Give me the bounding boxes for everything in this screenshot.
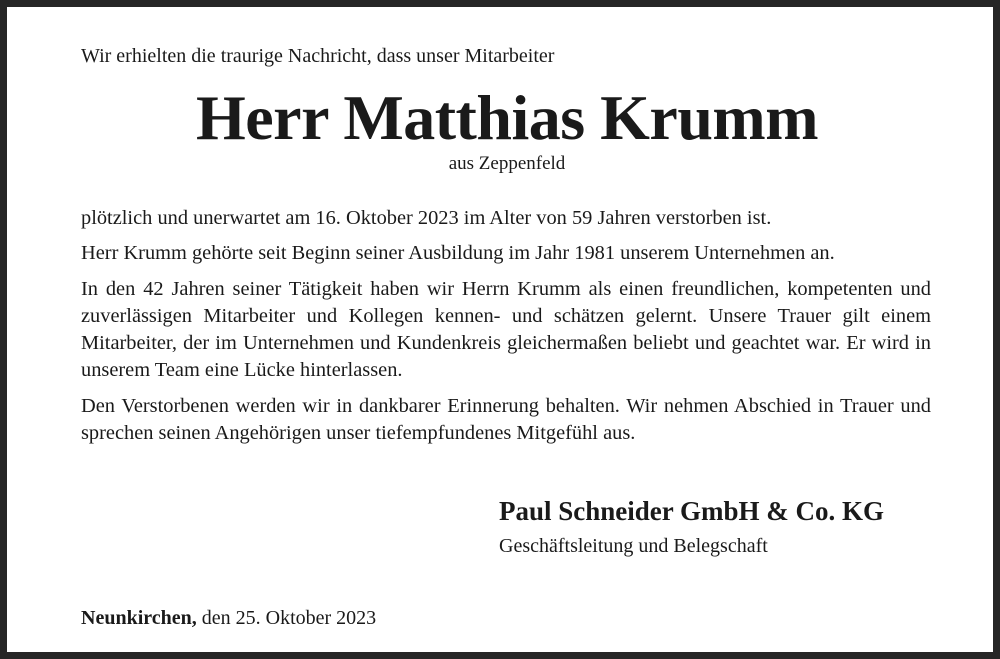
paragraph-death: plötzlich und unerwartet am 16. Oktober 2023 im Alter von 59 Jahren verstorben ist. xyxy=(81,207,772,229)
company-subtitle: Geschäftsleitung und Belegschaft xyxy=(499,535,768,557)
notice-date: den 25. Oktober 2023 xyxy=(201,607,377,629)
notice-body xyxy=(81,205,931,455)
place-date-line xyxy=(81,605,376,631)
company-name: Paul Schneider GmbH & Co. KG xyxy=(499,496,885,526)
paragraph-tribute: In den 42 Jahren seiner Tätigkeit haben wir Herrn Krumm als einen freundlichen, kompetenten und zuverlässigen Mitarbeiter und Kollegen kennen- und schätzen gelernt. Unsere Trauer gilt einem Mitarbeiter, der im Unternehmen und Kundenkreis gleichermaßen beliebt und geachtet war. Er wird in unserem Team eine Lücke hinterlassen. xyxy=(81,277,931,382)
paragraph-employment: Herr Krumm gehörte seit Beginn seiner Ausbildung im Jahr 1981 unserem Unternehmen an. xyxy=(81,242,835,265)
origin-text: aus Zeppenfeld xyxy=(448,153,566,174)
paragraph-farewell: Den Verstorbenen werden wir in dankbarer Erinnerung behalten. Wir nehmen Abschied in Trauer und sprechen seinen Angehörigen unser tiefempfundenes Mitgefühl aus. xyxy=(81,394,931,445)
deceased-name: Herr Matthias Krumm xyxy=(195,82,819,153)
place-name: Neunkirchen, xyxy=(81,607,197,629)
intro-text: Wir erhielten die traurige Nachricht, dass unser Mitarbeiter xyxy=(81,45,555,67)
